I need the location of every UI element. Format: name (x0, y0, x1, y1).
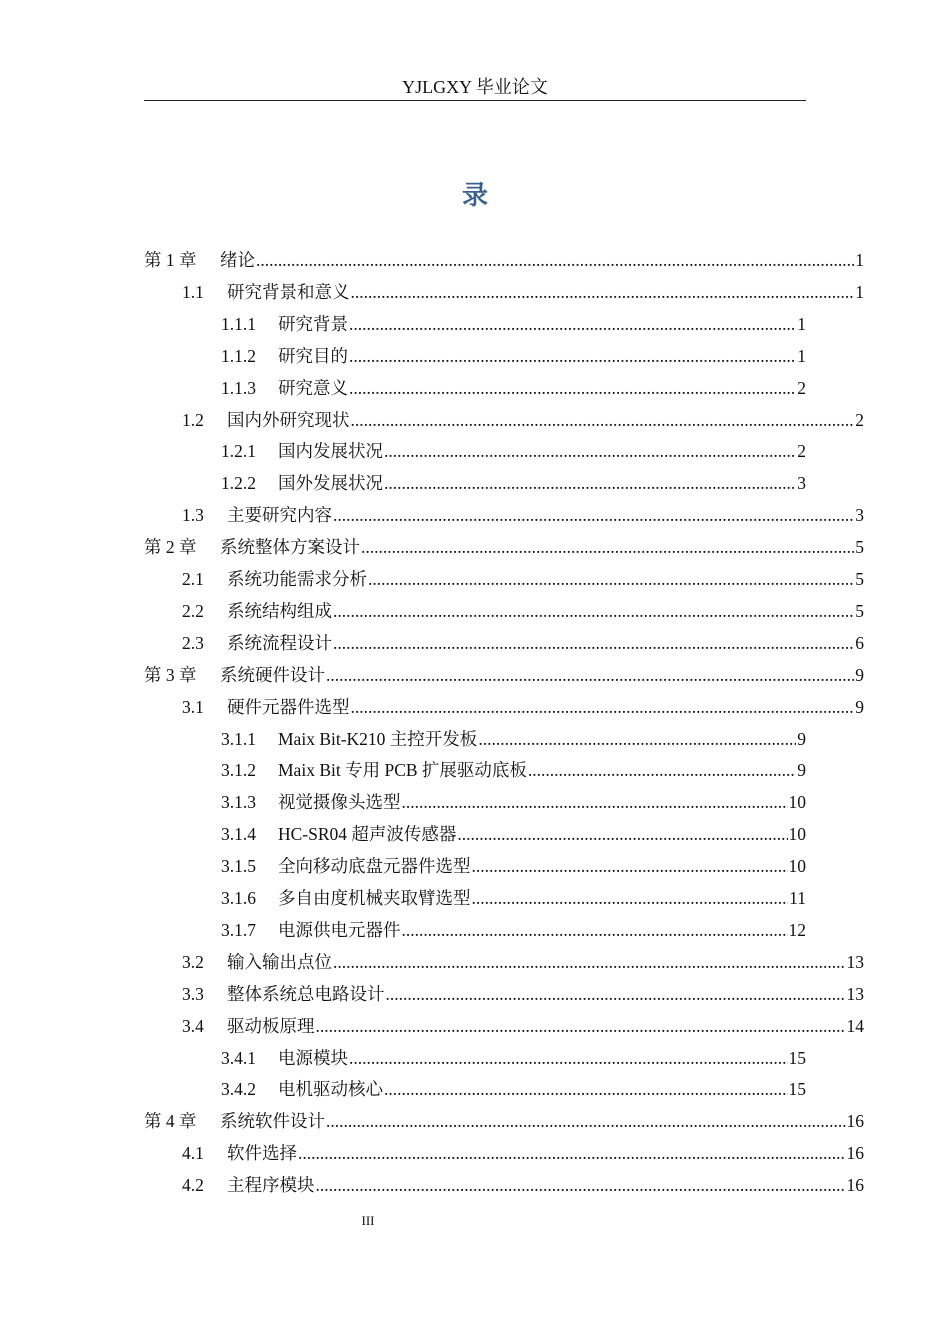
toc-entry-title: 输入输出点位 (227, 951, 332, 972)
toc-entry-number: 1.2 (182, 409, 204, 430)
toc-entry[interactable] (221, 467, 806, 499)
toc-entry[interactable] (182, 595, 864, 627)
toc-entry-number: 第 3 章 (144, 664, 197, 685)
toc-entry-number: 3.1.6 (221, 888, 256, 908)
toc-entry[interactable] (221, 372, 806, 404)
toc-entry-page: 13 (846, 951, 864, 972)
toc-entry[interactable] (221, 340, 806, 372)
toc-entry[interactable] (182, 499, 864, 531)
toc-entry-page: 11 (789, 888, 806, 908)
toc-entry-title: 视觉摄像头选型 (278, 792, 401, 813)
toc-leader-dots (351, 691, 855, 723)
toc-entry-page: 9 (797, 760, 806, 781)
toc-entry-page: 1 (855, 250, 864, 270)
toc-entry-title: 硬件元器件选型 (227, 696, 350, 717)
toc-entry-page: 5 (855, 537, 864, 558)
toc-entry[interactable] (221, 786, 806, 818)
toc-leader-dots (384, 435, 796, 467)
toc-entry[interactable] (221, 308, 806, 340)
toc-entry-title: HC-SR04 超声波传感器 (278, 824, 457, 845)
toc-entry-page: 16 (846, 1111, 864, 1132)
toc-leader-dots (349, 372, 796, 404)
toc-leader-dots (333, 499, 854, 531)
toc-entry-title: 研究背景 (278, 313, 348, 334)
toc-entry-page: 13 (846, 983, 864, 1004)
toc-entry-number: 2.1 (182, 569, 204, 589)
toc-entry[interactable] (182, 1010, 864, 1042)
toc-leader-dots (316, 1010, 846, 1042)
toc-entry-title: 多自由度机械夹取臂选型 (278, 888, 471, 908)
toc-entry-title: 整体系统总电路设计 (227, 983, 385, 1004)
toc-entry-page: 2 (797, 441, 806, 462)
toc-entry-title: 系统功能需求分析 (227, 569, 367, 589)
toc-entry-page: 10 (788, 856, 806, 877)
toc-entry-title: 系统软件设计 (220, 1111, 325, 1132)
toc-entry-number: 第 1 章 (144, 250, 197, 270)
toc-entry-title: 全向移动底盘元器件选型 (278, 856, 471, 877)
toc-entry-number: 3.1 (182, 696, 204, 717)
toc-entry-number: 3.4.2 (221, 1079, 256, 1100)
toc-leader-dots (298, 1137, 846, 1169)
toc-leader-dots (472, 850, 788, 882)
toc-entry-number: 1.2.1 (221, 441, 256, 462)
toc-entry[interactable] (221, 435, 806, 467)
toc-entry[interactable] (182, 627, 864, 659)
toc-leader-dots (256, 244, 854, 276)
toc-entry-page: 5 (855, 600, 864, 621)
toc-entry-page: 3 (797, 473, 806, 494)
toc-leader-dots (351, 404, 855, 436)
toc-entry-page: 10 (788, 792, 806, 813)
page-header: YJLGXY 毕业论文 (402, 77, 548, 97)
toc-entry-title: 国内发展状况 (278, 441, 383, 462)
toc-leader-dots (361, 531, 854, 563)
toc-leader-dots (478, 723, 796, 755)
toc-leader-dots (351, 276, 855, 308)
toc-entry[interactable] (182, 691, 864, 723)
toc-leader-dots (384, 467, 796, 499)
toc-entry-number: 1.1.2 (221, 345, 256, 366)
toc-entry-title: 系统整体方案设计 (220, 537, 360, 558)
toc-entry-title: 驱动板原理 (227, 1015, 315, 1036)
toc-entry-title: 国外发展状况 (278, 473, 383, 494)
toc-entry-page: 14 (846, 1015, 864, 1036)
toc-entry-page: 1 (797, 345, 806, 366)
toc-entry[interactable] (144, 244, 864, 276)
toc-entry-page: 10 (788, 824, 806, 845)
toc-leader-dots (333, 946, 846, 978)
toc-entry-title: 主要研究内容 (227, 505, 332, 526)
toc-entry-page: 1 (797, 313, 806, 334)
toc-leader-dots (333, 595, 854, 627)
toc-entry-page: 9 (797, 728, 806, 749)
toc-leader-dots (402, 914, 788, 946)
toc-entry-number: 1.1.1 (221, 313, 256, 334)
toc-leader-dots (333, 627, 854, 659)
toc-leader-dots (326, 659, 854, 691)
toc-entry-page: 15 (788, 1079, 806, 1100)
toc-entry[interactable] (182, 1169, 864, 1201)
toc-entry-number: 2.3 (182, 632, 204, 653)
toc-entry-number: 2.2 (182, 600, 204, 621)
toc-leader-dots (528, 754, 796, 786)
toc-entry-number: 3.2 (182, 951, 204, 972)
toc-entry-title: 研究目的 (278, 345, 348, 366)
toc-entry-page: 2 (797, 377, 806, 398)
toc-entry-number: 第 2 章 (144, 537, 197, 558)
toc-entry-number: 1.1.3 (221, 377, 256, 398)
toc-entry[interactable] (221, 914, 806, 946)
toc-entry[interactable] (221, 818, 806, 850)
toc-entry-title: 系统流程设计 (227, 632, 332, 653)
toc-entry[interactable] (182, 1137, 864, 1169)
toc-leader-dots (349, 1042, 788, 1074)
toc-entry-title: 电源模块 (278, 1047, 348, 1068)
toc-entry-title: 研究背景和意义 (227, 281, 350, 302)
toc-entry-number: 4.2 (182, 1175, 204, 1196)
toc-entry-number: 3.1.1 (221, 728, 256, 749)
toc-entry[interactable] (221, 754, 806, 786)
toc-entry[interactable] (182, 276, 864, 308)
toc-entry-page: 1 (855, 281, 864, 302)
toc-entry-title: 电机驱动核心 (278, 1079, 383, 1100)
toc-entry-number: 1.1 (182, 281, 204, 302)
toc-entry-title: 软件选择 (227, 1143, 297, 1164)
toc-leader-dots (368, 563, 854, 595)
toc-leader-dots (349, 340, 796, 372)
toc-entry-page: 2 (855, 409, 864, 430)
toc-entry-number: 3.1.3 (221, 792, 256, 813)
toc-leader-dots (326, 1105, 846, 1137)
toc-entry-title: 系统结构组成 (227, 600, 332, 621)
toc-entry[interactable] (221, 1042, 806, 1074)
toc-entry-number: 3.4.1 (221, 1047, 256, 1068)
toc-entry-number: 第 4 章 (144, 1111, 197, 1132)
toc-entry-title: Maix Bit 专用 PCB 扩展驱动底板 (278, 760, 527, 781)
toc-entry[interactable] (182, 404, 864, 436)
toc-entry[interactable] (144, 659, 864, 691)
toc-entry[interactable] (144, 531, 864, 563)
toc-leader-dots (386, 978, 846, 1010)
header-rule (144, 100, 806, 101)
toc-entry-number: 3.1.5 (221, 856, 256, 877)
toc-leader-dots (384, 1073, 788, 1105)
toc-entry-title: 电源供电元器件 (278, 919, 401, 940)
toc-entry[interactable] (221, 882, 806, 914)
toc-leader-dots (402, 786, 788, 818)
toc-entry-number: 3.1.2 (221, 760, 256, 781)
toc-entry-title: 国内外研究现状 (227, 409, 350, 430)
toc-leader-dots (349, 308, 796, 340)
toc-entry-title: 绪论 (220, 250, 255, 270)
toc-entry-number: 1.3 (182, 505, 204, 526)
toc-leader-dots (457, 818, 787, 850)
toc-entry-page: 16 (846, 1175, 864, 1196)
toc-entry-title: 研究意义 (278, 377, 348, 398)
toc-entry[interactable] (221, 850, 806, 882)
toc-entry-page: 12 (788, 919, 806, 940)
toc-entry[interactable] (182, 946, 864, 978)
toc-entry-number: 3.1.7 (221, 919, 256, 940)
toc-leader-dots (316, 1169, 846, 1201)
toc-entry[interactable] (221, 1073, 806, 1105)
toc-entry[interactable] (182, 978, 864, 1010)
toc-entry-title: Maix Bit-K210 主控开发板 (278, 728, 478, 749)
toc-entry-page: 9 (855, 664, 864, 685)
toc-leader-dots (472, 882, 789, 914)
toc-entry-page: 9 (855, 696, 864, 717)
toc-entry-page: 6 (855, 632, 864, 653)
toc-entry-page: 5 (855, 569, 864, 589)
toc-entry[interactable] (221, 723, 806, 755)
toc-entry-number: 3.1.4 (221, 824, 256, 845)
page-number: III (361, 1213, 375, 1228)
toc-entry[interactable] (144, 1105, 864, 1137)
toc-entry-number: 3.4 (182, 1015, 204, 1036)
toc-entry-number: 1.2.2 (221, 473, 256, 494)
toc-entry-title: 主程序模块 (227, 1175, 315, 1196)
toc-entry-page: 16 (846, 1143, 864, 1164)
toc-entry-page: 3 (855, 505, 864, 526)
toc-entry[interactable] (182, 563, 864, 595)
toc-entry-page: 15 (788, 1047, 806, 1068)
toc-title: 录 (461, 181, 488, 210)
toc-entry-number: 4.1 (182, 1143, 204, 1164)
toc-entry-number: 3.3 (182, 983, 204, 1004)
toc-entry-title: 系统硬件设计 (220, 664, 325, 685)
